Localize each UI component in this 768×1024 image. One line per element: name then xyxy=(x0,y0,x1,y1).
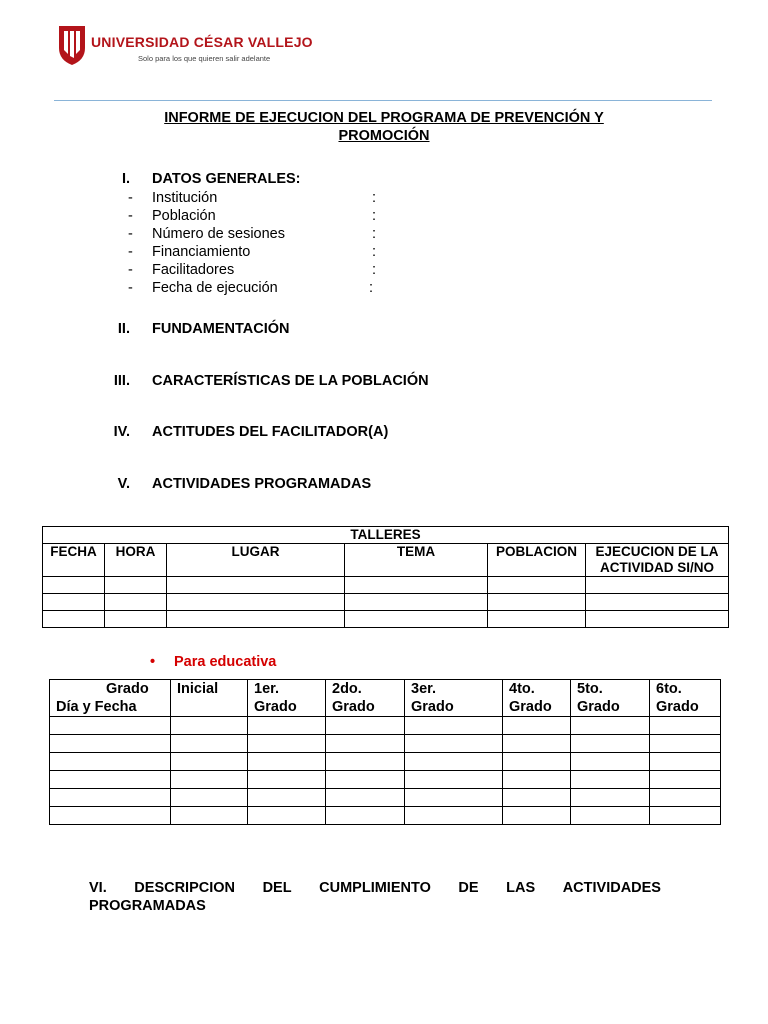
table-cell[interactable] xyxy=(326,717,405,735)
header-line1: 1er. xyxy=(254,681,279,697)
corner-header-dia-fecha: Día y Fecha xyxy=(56,699,137,715)
column-header-lugar: LUGAR xyxy=(167,544,345,577)
table-cell[interactable] xyxy=(171,789,248,807)
table-cell[interactable] xyxy=(503,807,571,825)
table-cell[interactable] xyxy=(248,735,326,753)
corner-header-grado: Grado xyxy=(106,681,149,697)
table-cell[interactable] xyxy=(50,807,171,825)
list-dash: - xyxy=(128,226,133,242)
table-cell[interactable] xyxy=(105,611,167,628)
field-colon: : xyxy=(372,208,377,224)
table-cell[interactable] xyxy=(248,807,326,825)
section-3-numeral: III. xyxy=(113,373,130,389)
list-dash: - xyxy=(128,262,133,278)
table-cell[interactable] xyxy=(488,577,586,594)
table-cell[interactable] xyxy=(326,771,405,789)
section-2-heading: FUNDAMENTACIÓN xyxy=(152,321,290,337)
header-line1: 3er. xyxy=(411,681,436,697)
document-title xyxy=(100,109,668,145)
header-line1: 5to. xyxy=(577,681,603,697)
section-4-numeral: IV. xyxy=(113,424,130,440)
header-line1: 4to. xyxy=(509,681,535,697)
table-cell[interactable] xyxy=(171,735,248,753)
table-cell[interactable] xyxy=(171,807,248,825)
table-row xyxy=(50,789,721,807)
table-row xyxy=(43,577,729,594)
university-name: UNIVERSIDAD CÉSAR VALLEJO xyxy=(91,34,313,50)
section-6-word: DEL xyxy=(262,880,292,896)
talleres-table xyxy=(42,526,729,628)
column-header-6to-grado xyxy=(650,680,721,717)
header-line2: Grado xyxy=(254,699,297,715)
table-cell[interactable] xyxy=(650,753,721,771)
table-cell[interactable] xyxy=(503,735,571,753)
header-line2: Grado xyxy=(411,699,454,715)
field-colon: : xyxy=(372,190,377,206)
field-colon: : xyxy=(372,262,377,278)
field-label-institucion: Institución xyxy=(152,190,218,206)
field-label-fecha-ejecucion: Fecha de ejecución xyxy=(152,280,278,296)
column-header-1er-grado xyxy=(248,680,326,717)
table-cell[interactable] xyxy=(43,611,105,628)
header-line2: Grado xyxy=(656,699,699,715)
header-line1: 2do. xyxy=(332,681,362,697)
section-4-heading: ACTITUDES DEL FACILITADOR(A) xyxy=(152,424,389,440)
header-divider xyxy=(54,100,712,101)
table-cell[interactable] xyxy=(167,611,345,628)
table-cell[interactable] xyxy=(105,594,167,611)
table-cell[interactable] xyxy=(326,807,405,825)
header-line1: 6to. xyxy=(656,681,682,697)
university-logo xyxy=(58,22,313,68)
table-cell[interactable] xyxy=(586,594,729,611)
field-colon: : xyxy=(372,226,377,242)
talleres-caption: TALLERES xyxy=(43,527,729,544)
table-cell[interactable] xyxy=(571,717,650,735)
table-header-row xyxy=(43,544,729,577)
table-cell[interactable] xyxy=(488,611,586,628)
table-cell[interactable] xyxy=(650,735,721,753)
document-title-line1: INFORME DE EJECUCION DEL PROGRAMA DE PREVENCIÓN Y xyxy=(164,110,604,126)
column-header-inicial xyxy=(171,680,248,717)
header-line1: Inicial xyxy=(177,681,219,697)
table-cell[interactable] xyxy=(571,735,650,753)
shield-logo-icon xyxy=(58,24,86,66)
section-3-heading: CARACTERÍSTICAS DE LA POBLACIÓN xyxy=(152,373,429,389)
university-slogan: Solo para los que quieren salir adelante xyxy=(138,54,271,63)
header-line2: Grado xyxy=(577,699,620,715)
section-6-word: LAS xyxy=(506,880,536,896)
table-cell[interactable] xyxy=(50,789,171,807)
table-row xyxy=(50,717,721,735)
table-cell[interactable] xyxy=(405,735,503,753)
field-label-financiamiento: Financiamiento xyxy=(152,244,251,260)
section-6-word: ACTIVIDADES xyxy=(562,880,661,896)
field-label-poblacion: Población xyxy=(152,208,216,224)
table-cell[interactable] xyxy=(43,577,105,594)
table-cell[interactable] xyxy=(50,735,171,753)
table-cell[interactable] xyxy=(105,577,167,594)
table-cell[interactable] xyxy=(326,735,405,753)
column-header-ejecucion: EJECUCION DE LA ACTIVIDAD SI/NO xyxy=(586,544,729,577)
column-header-3er-grado xyxy=(405,680,503,717)
table-cell[interactable] xyxy=(326,789,405,807)
table-header-row xyxy=(50,680,721,717)
table-cell[interactable] xyxy=(650,807,721,825)
table-cell[interactable] xyxy=(171,771,248,789)
section-6-numeral: VI. xyxy=(89,880,107,896)
bullet-icon: • xyxy=(150,654,156,670)
table-row xyxy=(50,807,721,825)
list-dash: - xyxy=(128,280,133,296)
table-cell[interactable] xyxy=(43,594,105,611)
table-cell[interactable] xyxy=(503,717,571,735)
section-6-word: DE xyxy=(458,880,479,896)
section-5-heading: ACTIVIDADES PROGRAMADAS xyxy=(152,476,372,492)
field-label-facilitadores: Facilitadores xyxy=(152,262,235,278)
table-cell[interactable] xyxy=(503,789,571,807)
table-cell[interactable] xyxy=(586,611,729,628)
table-row xyxy=(50,753,721,771)
table-cell[interactable] xyxy=(345,611,488,628)
table-cell[interactable] xyxy=(405,771,503,789)
section-2-numeral: II. xyxy=(117,321,130,337)
table-cell[interactable] xyxy=(345,594,488,611)
table-cell[interactable] xyxy=(167,577,345,594)
table-cell[interactable] xyxy=(571,771,650,789)
table-cell[interactable] xyxy=(50,753,171,771)
table-cell[interactable] xyxy=(405,717,503,735)
table-cell[interactable] xyxy=(345,577,488,594)
table-cell[interactable] xyxy=(326,753,405,771)
section-6-line1 xyxy=(89,879,661,897)
header-line2: Grado xyxy=(509,699,552,715)
table-cell[interactable] xyxy=(571,753,650,771)
section-6-word: DESCRIPCION xyxy=(134,880,236,896)
field-colon: : xyxy=(369,280,374,296)
column-header-2do-grado xyxy=(326,680,405,717)
header-line2: Grado xyxy=(332,699,375,715)
section-6-heading xyxy=(89,879,661,915)
table-cell[interactable] xyxy=(571,807,650,825)
column-header-4to-grado xyxy=(503,680,571,717)
table-cell[interactable] xyxy=(248,789,326,807)
list-dash: - xyxy=(128,244,133,260)
table-cell[interactable] xyxy=(167,594,345,611)
section-1-numeral: I. xyxy=(121,171,130,187)
table-cell[interactable] xyxy=(405,789,503,807)
list-dash: - xyxy=(128,190,133,206)
table-cell[interactable] xyxy=(50,717,171,735)
section-6-word: CUMPLIMIENTO xyxy=(319,880,431,896)
table-cell[interactable] xyxy=(405,753,503,771)
table-row xyxy=(50,771,721,789)
table-cell[interactable] xyxy=(503,771,571,789)
section-5-numeral: V. xyxy=(117,476,130,492)
column-header-fecha: FECHA xyxy=(43,544,105,577)
table-row xyxy=(50,735,721,753)
list-dash: - xyxy=(128,208,133,224)
field-label-numero-sesiones: Número de sesiones xyxy=(152,226,285,242)
column-header-5to-grado xyxy=(571,680,650,717)
table-cell[interactable] xyxy=(650,771,721,789)
field-colon: : xyxy=(372,244,377,260)
column-header-tema: TEMA xyxy=(345,544,488,577)
table-row xyxy=(43,594,729,611)
table-row xyxy=(43,611,729,628)
section-1-heading: DATOS GENERALES: xyxy=(152,171,301,187)
table-cell[interactable] xyxy=(405,807,503,825)
document-title-line2: PROMOCIÓN xyxy=(338,128,430,144)
table-cell[interactable] xyxy=(650,789,721,807)
table-cell[interactable] xyxy=(248,753,326,771)
para-educativa-label: Para educativa xyxy=(174,654,277,670)
table-cell[interactable] xyxy=(650,717,721,735)
table-cell[interactable] xyxy=(50,771,171,789)
column-header-hora: HORA xyxy=(105,544,167,577)
table-cell[interactable] xyxy=(586,577,729,594)
table-cell[interactable] xyxy=(488,594,586,611)
table-cell[interactable] xyxy=(171,753,248,771)
table-cell[interactable] xyxy=(171,717,248,735)
table-cell[interactable] xyxy=(248,771,326,789)
grados-table xyxy=(49,679,721,825)
corner-header xyxy=(50,680,171,717)
table-cell[interactable] xyxy=(503,753,571,771)
table-cell[interactable] xyxy=(248,717,326,735)
section-6-line2: PROGRAMADAS xyxy=(89,898,206,914)
table-cell[interactable] xyxy=(571,789,650,807)
table-caption-row xyxy=(43,527,729,544)
column-header-poblacion: POBLACION xyxy=(488,544,586,577)
